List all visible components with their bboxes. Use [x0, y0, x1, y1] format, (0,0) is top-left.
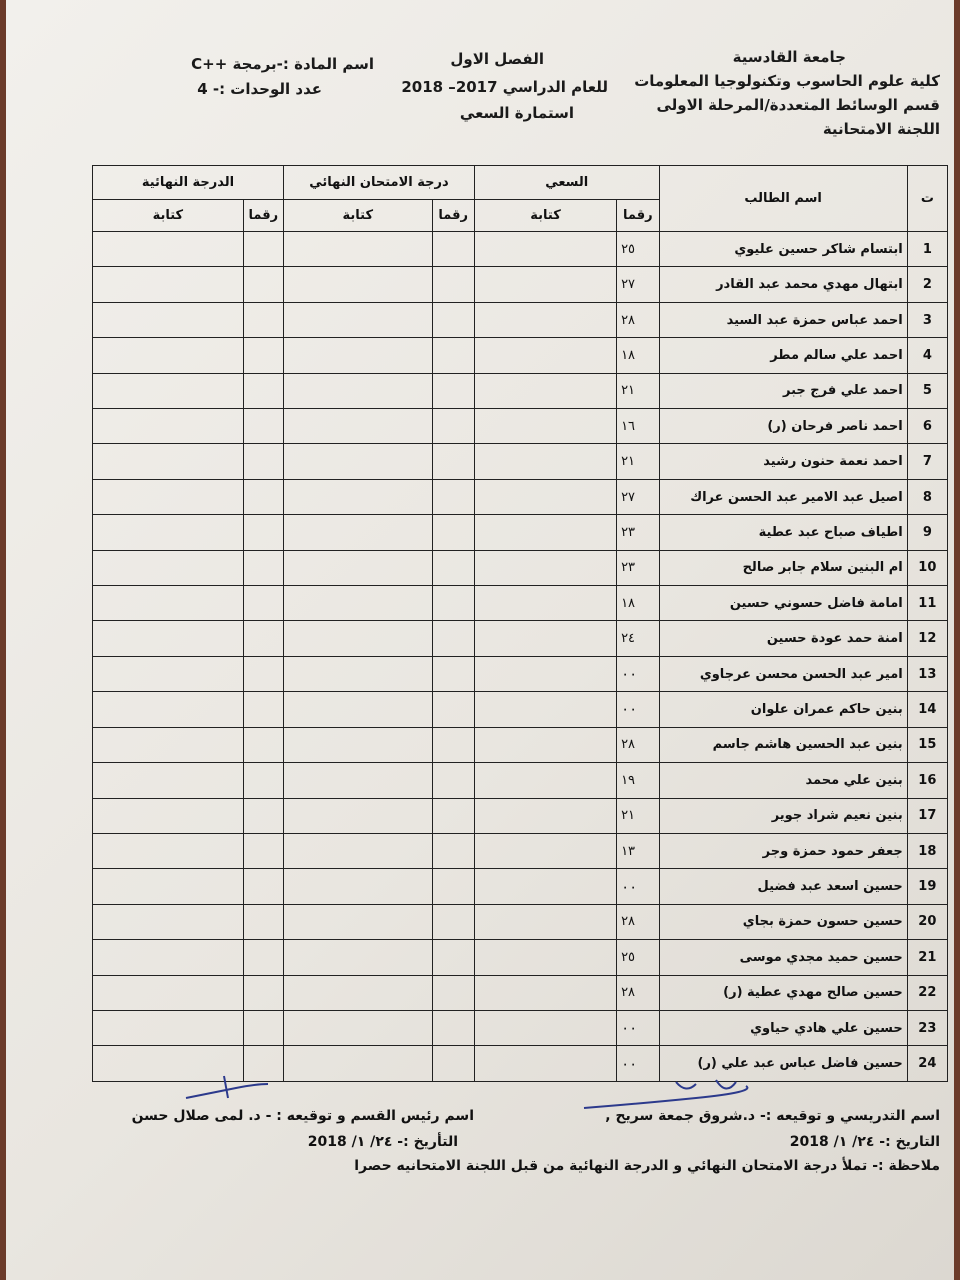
date-left: التأريخ :- ٢٤/ ١/ 2018	[307, 1134, 458, 1150]
final-grade-words	[93, 232, 244, 267]
final-exam-digits	[432, 479, 474, 514]
coursework-digits: ٢٧	[617, 479, 659, 514]
final-exam-digits	[432, 586, 474, 621]
coursework-words	[474, 621, 616, 656]
final-exam-digits	[432, 621, 474, 656]
department-name: قسم الوسائط المتعددة/المرحلة الاولى	[656, 96, 940, 114]
college-name: كلية علوم الحاسوب وتكنولوجيا المعلومات	[634, 72, 940, 90]
final-grade-digits	[243, 479, 283, 514]
student-name: ابتهال مهدي محمد عبد القادر	[659, 267, 907, 302]
coursework-words	[474, 1010, 616, 1045]
coursework-digits: ٢٧	[617, 267, 659, 302]
table-row	[93, 656, 948, 691]
final-exam-words	[284, 904, 433, 939]
note-text: ملاحظة :- تملأ درجة الامتحان النهائي و الدرجة النهائية من قبل اللجنة الامتحانيه حصرا	[354, 1158, 940, 1174]
student-name: حسين فاضل عباس عبد علي (ر)	[659, 1046, 907, 1082]
final-exam-digits	[432, 444, 474, 479]
final-exam-words	[284, 763, 433, 798]
final-exam-digits	[432, 940, 474, 975]
final-grade-words	[93, 692, 244, 727]
final-exam-digits	[432, 656, 474, 691]
coursework-words	[474, 692, 616, 727]
final-exam-words	[284, 975, 433, 1010]
final-exam-digits	[432, 302, 474, 337]
table-row	[93, 302, 948, 337]
student-name: بنين نعيم شراد جوير	[659, 798, 907, 833]
final-grade-digits	[243, 833, 283, 868]
row-seq: 7	[907, 444, 947, 479]
table-row	[93, 232, 948, 267]
final-exam-digits	[432, 798, 474, 833]
coursework-words	[474, 940, 616, 975]
student-name: بنين علي محمد	[659, 763, 907, 798]
date-right: التاريخ :- ٢٤/ ١/ 2018	[789, 1134, 940, 1150]
final-grade-words	[93, 1010, 244, 1045]
col-header-final-exam: درجة الامتحان النهائي	[284, 166, 475, 200]
committee-name: اللجنة الامتحانية	[822, 120, 940, 138]
student-name: احمد علي سالم مطر	[659, 338, 907, 373]
instructor-label: اسم التدريسي و توقيعه :- د.شروق جمعة سريح ,	[605, 1108, 940, 1124]
final-grade-words	[93, 904, 244, 939]
table-row	[93, 515, 948, 550]
final-exam-words	[284, 940, 433, 975]
final-grade-digits	[243, 302, 283, 337]
student-name: احمد علي فرج جبر	[659, 373, 907, 408]
final-exam-digits	[432, 1010, 474, 1045]
coursework-digits: ٢١	[617, 444, 659, 479]
table-row	[93, 727, 948, 762]
student-name: ابتسام شاكر حسين عليوي	[659, 232, 907, 267]
coursework-words	[474, 409, 616, 444]
student-name: احمد عباس حمزة عبد السيد	[659, 302, 907, 337]
head-of-department-label: اسم رئيس القسم و توقيعه : - د. لمى صلال حسن	[131, 1108, 474, 1124]
row-seq: 19	[907, 869, 947, 904]
university-name: جامعة القادسية	[732, 48, 846, 66]
coursework-words	[474, 267, 616, 302]
row-seq: 15	[907, 727, 947, 762]
table-row	[93, 1010, 948, 1045]
final-grade-words	[93, 975, 244, 1010]
coursework-digits: ٢٨	[617, 727, 659, 762]
student-name: احمد نعمة حنون رشيد	[659, 444, 907, 479]
final-grade-digits	[243, 656, 283, 691]
coursework-digits: ٠٠	[617, 1046, 659, 1082]
final-grade-digits	[243, 904, 283, 939]
final-grade-digits	[243, 763, 283, 798]
row-seq: 12	[907, 621, 947, 656]
student-name: جعفر حمود حمزة وجر	[659, 833, 907, 868]
table-row	[93, 763, 948, 798]
final-exam-digits	[432, 232, 474, 267]
table-row	[93, 586, 948, 621]
final-grade-words	[93, 302, 244, 337]
coursework-words	[474, 444, 616, 479]
final-exam-words	[284, 798, 433, 833]
final-exam-words	[284, 479, 433, 514]
coursework-words	[474, 904, 616, 939]
coursework-digits: ٢٣	[617, 550, 659, 585]
subheader-words: كتابة	[284, 200, 433, 232]
final-grade-digits	[243, 232, 283, 267]
final-exam-words	[284, 1010, 433, 1045]
final-exam-words	[284, 727, 433, 762]
final-exam-digits	[432, 267, 474, 302]
coursework-digits: ٢٨	[617, 975, 659, 1010]
subheader-digits: رقما	[617, 200, 659, 232]
final-exam-digits	[432, 763, 474, 798]
row-seq: 3	[907, 302, 947, 337]
coursework-digits: ٢٤	[617, 621, 659, 656]
coursework-digits: ٢٥	[617, 940, 659, 975]
coursework-digits: ٢٨	[617, 904, 659, 939]
row-seq: 13	[907, 656, 947, 691]
final-grade-words	[93, 267, 244, 302]
student-name: امنة حمد عودة حسين	[659, 621, 907, 656]
final-exam-words	[284, 515, 433, 550]
final-exam-digits	[432, 338, 474, 373]
final-grade-words	[93, 833, 244, 868]
student-name: حسين صالح مهدي عطية (ر)	[659, 975, 907, 1010]
coursework-words	[474, 975, 616, 1010]
student-name: حسين حسون حمزة بجاي	[659, 904, 907, 939]
subheader-words: كتابة	[93, 200, 244, 232]
coursework-digits: ١٨	[617, 338, 659, 373]
coursework-digits: ٢٥	[617, 232, 659, 267]
coursework-digits: ٢٣	[617, 515, 659, 550]
final-grade-digits	[243, 515, 283, 550]
table-row	[93, 798, 948, 833]
col-header-seq: ت	[907, 166, 947, 232]
final-grade-digits	[243, 338, 283, 373]
table-row	[93, 869, 948, 904]
final-exam-words	[284, 444, 433, 479]
final-exam-words	[284, 833, 433, 868]
coursework-words	[474, 727, 616, 762]
coursework-digits: ١٦	[617, 409, 659, 444]
row-seq: 18	[907, 833, 947, 868]
row-seq: 5	[907, 373, 947, 408]
row-seq: 8	[907, 479, 947, 514]
final-grade-words	[93, 515, 244, 550]
final-grade-words	[93, 940, 244, 975]
final-exam-words	[284, 586, 433, 621]
final-grade-words	[93, 656, 244, 691]
coursework-words	[474, 763, 616, 798]
row-seq: 21	[907, 940, 947, 975]
final-exam-digits	[432, 409, 474, 444]
row-seq: 17	[907, 798, 947, 833]
table-row	[93, 444, 948, 479]
final-grade-words	[93, 479, 244, 514]
row-seq: 2	[907, 267, 947, 302]
final-exam-words	[284, 621, 433, 656]
final-grade-words	[93, 763, 244, 798]
coursework-digits: ٠٠	[617, 656, 659, 691]
col-header-name: اسم الطالب	[659, 166, 907, 232]
final-grade-digits	[243, 267, 283, 302]
table-row	[93, 692, 948, 727]
final-exam-digits	[432, 373, 474, 408]
final-exam-digits	[432, 975, 474, 1010]
coursework-digits: ٠٠	[617, 869, 659, 904]
final-exam-words	[284, 267, 433, 302]
coursework-words	[474, 869, 616, 904]
final-exam-digits	[432, 692, 474, 727]
coursework-words	[474, 550, 616, 585]
table-row	[93, 621, 948, 656]
row-seq: 23	[907, 1010, 947, 1045]
row-seq: 1	[907, 232, 947, 267]
student-name: اطياف صباح عبد عطية	[659, 515, 907, 550]
coursework-words	[474, 515, 616, 550]
student-name: امامة فاضل حسوني حسين	[659, 586, 907, 621]
row-seq: 24	[907, 1046, 947, 1082]
final-grade-digits	[243, 621, 283, 656]
final-exam-digits	[432, 1046, 474, 1082]
table-row	[93, 904, 948, 939]
col-header-coursework: السعي	[474, 166, 659, 200]
row-seq: 10	[907, 550, 947, 585]
subheader-words: كتابة	[474, 200, 616, 232]
row-seq: 20	[907, 904, 947, 939]
final-grade-words	[93, 409, 244, 444]
table-row	[93, 550, 948, 585]
final-grade-words	[93, 727, 244, 762]
student-name: احمد ناصر فرحان (ر)	[659, 409, 907, 444]
row-seq: 6	[907, 409, 947, 444]
subheader-digits: رقما	[243, 200, 283, 232]
final-grade-words	[93, 444, 244, 479]
final-grade-digits	[243, 727, 283, 762]
table-row	[93, 338, 948, 373]
student-name: حسين علي هادي حياوي	[659, 1010, 907, 1045]
final-grade-words	[93, 550, 244, 585]
coursework-words	[474, 373, 616, 408]
table-row	[93, 975, 948, 1010]
final-grade-words	[93, 586, 244, 621]
coursework-words	[474, 302, 616, 337]
coursework-digits: ٢١	[617, 373, 659, 408]
final-grade-digits	[243, 798, 283, 833]
grades-table	[92, 165, 948, 1082]
coursework-digits: ١٣	[617, 833, 659, 868]
final-exam-words	[284, 692, 433, 727]
final-exam-words	[284, 869, 433, 904]
table-row	[93, 373, 948, 408]
units-label: عدد الوحدات :- 4	[197, 80, 322, 98]
coursework-words	[474, 479, 616, 514]
form-title: استمارة السعي	[459, 104, 574, 122]
col-header-final-grade: الدرجة النهائية	[93, 166, 284, 200]
final-grade-words	[93, 338, 244, 373]
subheader-digits: رقما	[432, 200, 474, 232]
student-name: اصيل عبد الامير عبد الحسن عراك	[659, 479, 907, 514]
coursework-digits: ٢١	[617, 798, 659, 833]
final-grade-digits	[243, 373, 283, 408]
final-exam-digits	[432, 869, 474, 904]
final-grade-digits	[243, 1010, 283, 1045]
final-grade-words	[93, 869, 244, 904]
row-seq: 4	[907, 338, 947, 373]
coursework-words	[474, 833, 616, 868]
final-exam-digits	[432, 515, 474, 550]
final-exam-words	[284, 373, 433, 408]
student-name: امير عبد الحسن محسن عرجاوي	[659, 656, 907, 691]
final-grade-digits	[243, 550, 283, 585]
table-row	[93, 409, 948, 444]
coursework-words	[474, 798, 616, 833]
coursework-digits: ٠٠	[617, 1010, 659, 1045]
final-grade-words	[93, 621, 244, 656]
table-row	[93, 940, 948, 975]
student-name: ام البنين سلام جابر صالح	[659, 550, 907, 585]
final-grade-words	[93, 373, 244, 408]
student-name: حسين اسعد عبد فضيل	[659, 869, 907, 904]
final-exam-digits	[432, 904, 474, 939]
final-grade-digits	[243, 586, 283, 621]
coursework-digits: ٠٠	[617, 692, 659, 727]
row-seq: 16	[907, 763, 947, 798]
row-seq: 11	[907, 586, 947, 621]
final-exam-words	[284, 338, 433, 373]
final-exam-words	[284, 302, 433, 337]
coursework-words	[474, 232, 616, 267]
coursework-digits: ١٩	[617, 763, 659, 798]
semester-label: الفصل الاول	[450, 50, 544, 68]
row-seq: 9	[907, 515, 947, 550]
table-row	[93, 479, 948, 514]
final-grade-digits	[243, 692, 283, 727]
coursework-digits: ١٨	[617, 586, 659, 621]
student-name: بنين عبد الحسين هاشم جاسم	[659, 727, 907, 762]
coursework-words	[474, 656, 616, 691]
table-row	[93, 267, 948, 302]
coursework-words	[474, 338, 616, 373]
final-exam-digits	[432, 833, 474, 868]
final-exam-words	[284, 232, 433, 267]
coursework-digits: ٢٨	[617, 302, 659, 337]
final-exam-digits	[432, 727, 474, 762]
student-name: حسين حميد مجدي موسى	[659, 940, 907, 975]
final-exam-words	[284, 409, 433, 444]
final-grade-digits	[243, 869, 283, 904]
final-exam-words	[284, 656, 433, 691]
final-exam-words	[284, 550, 433, 585]
academic-year: للعام الدراسي 2017– 2018	[401, 78, 608, 96]
final-grade-digits	[243, 975, 283, 1010]
final-grade-words	[93, 798, 244, 833]
exam-sheet	[6, 0, 954, 1280]
row-seq: 22	[907, 975, 947, 1010]
subject-label: اسم المادة :-برمجة ++C	[191, 55, 374, 73]
final-exam-digits	[432, 550, 474, 585]
row-seq: 14	[907, 692, 947, 727]
head-signature	[176, 1070, 276, 1110]
coursework-words	[474, 586, 616, 621]
table-row	[93, 833, 948, 868]
final-exam-words	[284, 1046, 433, 1082]
final-grade-digits	[243, 940, 283, 975]
final-grade-digits	[243, 409, 283, 444]
student-name: بنين حاكم عمران علوان	[659, 692, 907, 727]
final-grade-digits	[243, 444, 283, 479]
